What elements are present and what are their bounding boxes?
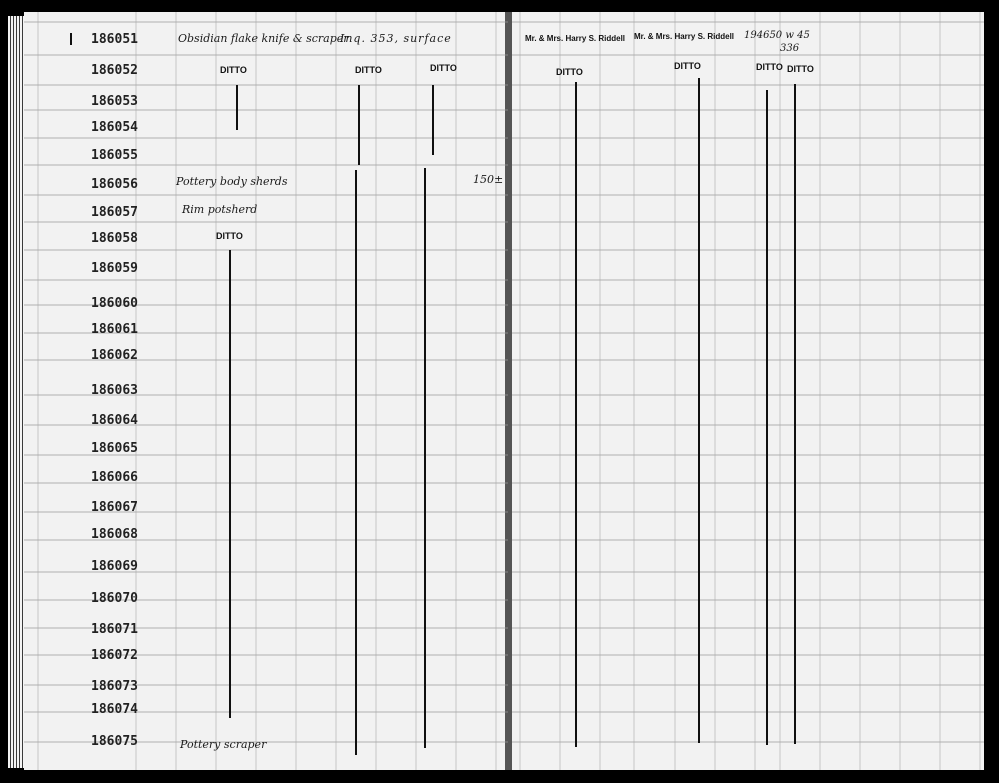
catalog-number: 186053: [91, 94, 138, 109]
catalog-number: 186059: [91, 261, 138, 276]
catalog-number: 186057: [91, 205, 138, 220]
catalog-number: 186058: [91, 231, 138, 246]
ditto-stamp: DITTO: [556, 67, 583, 77]
catalog-number: 186070: [91, 591, 138, 606]
ditto-stamp: DITTO: [220, 65, 247, 75]
catalog-number: 186052: [91, 63, 138, 78]
catalog-number: 186060: [91, 296, 138, 311]
catalog-number: 186061: [91, 322, 138, 337]
catalog-number: 186073: [91, 679, 138, 694]
accession-number: 336: [780, 43, 800, 54]
ditto-continuation-line: [229, 250, 231, 718]
description-entry: Pottery body sherds: [176, 175, 288, 188]
count-entry: 150±: [473, 173, 504, 186]
catalog-number: 186056: [91, 177, 138, 192]
donor-stamp: Mr. & Mrs. Harry S. Riddell: [634, 32, 735, 41]
ditto-continuation-line: [794, 84, 796, 744]
ditto-continuation-line: [236, 85, 238, 130]
catalog-number: 186071: [91, 622, 138, 637]
catalog-number: 186072: [91, 648, 138, 663]
donor-stamp: Mr. & Mrs. Harry S. Riddell: [525, 34, 626, 43]
ditto-continuation-line: [358, 85, 360, 165]
catalog-number: 186074: [91, 702, 138, 717]
description-entry: Obsidian flake knife & scraper: [178, 32, 349, 45]
catalog-number: 186067: [91, 500, 138, 515]
ditto-continuation-line: [766, 90, 768, 745]
ditto-continuation-line: [424, 168, 426, 748]
catalog-number: 186062: [91, 348, 138, 363]
ditto-stamp: DITTO: [787, 64, 814, 74]
ditto-continuation-line: [575, 82, 577, 747]
reference-entry: Inq. 353, surface: [340, 32, 452, 45]
ditto-stamp: DITTO: [430, 63, 457, 73]
catalog-number: 186065: [91, 441, 138, 456]
catalog-number: 186075: [91, 734, 138, 749]
accession-note: 194650 w 45: [744, 30, 810, 41]
ditto-continuation-line: [432, 85, 434, 155]
catalog-number: 186068: [91, 527, 138, 542]
catalog-number: 186066: [91, 470, 138, 485]
catalog-number: 186064: [91, 413, 138, 428]
catalog-number: 186069: [91, 559, 138, 574]
ditto-continuation-line: [355, 170, 357, 755]
ditto-stamp: DITTO: [355, 65, 382, 75]
catalog-number: 186051: [91, 32, 138, 47]
ditto-stamp: DITTO: [216, 231, 243, 241]
catalog-number: 186054: [91, 120, 138, 135]
ditto-stamp: DITTO: [674, 61, 701, 71]
description-entry: Pottery scraper: [180, 738, 267, 751]
description-entry: Rim potsherd: [182, 203, 258, 216]
ditto-stamp: DITTO: [756, 62, 783, 72]
catalog-number: 186055: [91, 148, 138, 163]
catalog-number: 186063: [91, 383, 138, 398]
ditto-continuation-line: [698, 78, 700, 743]
